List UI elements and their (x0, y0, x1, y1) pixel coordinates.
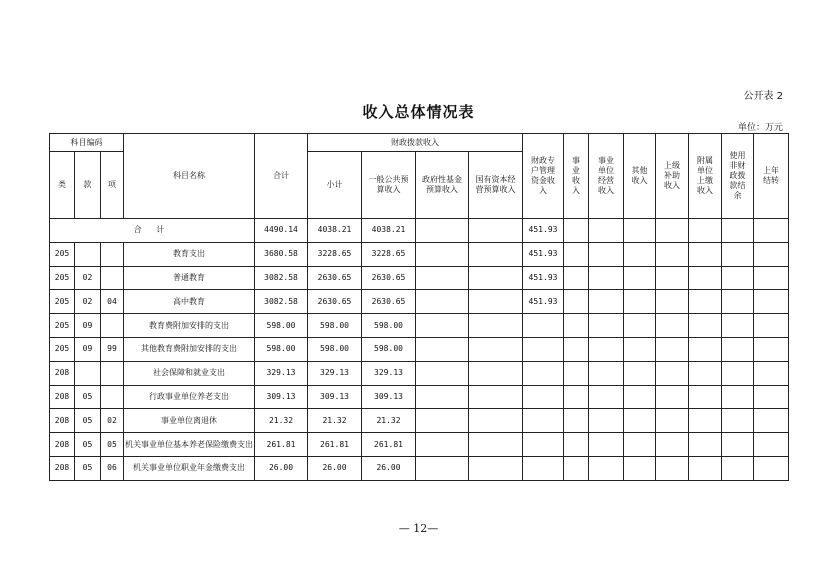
cell-name: 普通教育 (124, 266, 255, 290)
header-other-income: 其他收入 (624, 134, 656, 219)
cell-name: 教育支出 (124, 242, 255, 266)
header-xiang: 项 (101, 152, 124, 219)
cell-xiang (101, 314, 124, 338)
cell-general-public: 3228.65 (362, 242, 416, 266)
cell-special-fund (523, 433, 564, 457)
cell-xiang: 05 (101, 433, 124, 457)
header-state-capital: 国有资本经营预算收入 (469, 152, 523, 219)
table-row (50, 361, 789, 385)
total-gov-fund (416, 219, 469, 243)
total-special-fund: 451.93 (523, 219, 564, 243)
cell-xiang: 06 (101, 456, 124, 480)
cell-general-public: 261.81 (362, 433, 416, 457)
page-number: — 12— (398, 522, 439, 535)
cell-kuan (75, 361, 101, 385)
header-upper-subsidy: 上级补助收入 (656, 134, 689, 219)
cell-special-fund (523, 314, 564, 338)
cell-xiang (101, 242, 124, 266)
total-label: 合 计 (50, 219, 255, 243)
cell-lei: 208 (50, 385, 75, 409)
cell-general-public: 598.00 (362, 337, 416, 361)
table-row (50, 266, 789, 290)
table-row (50, 290, 789, 314)
total-total: 4490.14 (255, 219, 308, 243)
header-fiscal-allocation: 财政拨款收入 (308, 134, 523, 152)
cell-kuan: 05 (75, 385, 101, 409)
cell-kuan: 02 (75, 266, 101, 290)
cell-name: 机关事业单位基本养老保险缴费支出 (124, 433, 255, 457)
cell-total: 3680.58 (255, 242, 308, 266)
cell-general-public: 2630.65 (362, 266, 416, 290)
cell-kuan: 09 (75, 314, 101, 338)
cell-subtotal: 21.32 (308, 409, 362, 433)
income-table (49, 133, 789, 481)
table-row (50, 314, 789, 338)
cell-name: 社会保障和就业支出 (124, 361, 255, 385)
table-row (50, 242, 789, 266)
cell-general-public: 598.00 (362, 314, 416, 338)
total-subtotal: 4038.21 (308, 219, 362, 243)
cell-subtotal: 598.00 (308, 337, 362, 361)
cell-special-fund: 451.93 (523, 242, 564, 266)
header-non-fiscal-balance: 使用非财政拨款结余 (722, 134, 754, 219)
cell-lei: 205 (50, 242, 75, 266)
cell-general-public: 309.13 (362, 385, 416, 409)
cell-general-public: 21.32 (362, 409, 416, 433)
cell-subtotal: 261.81 (308, 433, 362, 457)
header-business-income: 事业收入 (564, 134, 589, 219)
cell-total: 3082.58 (255, 266, 308, 290)
table-row (50, 409, 789, 433)
cell-total: 598.00 (255, 337, 308, 361)
cell-name: 其他教育费附加安排的支出 (124, 337, 255, 361)
cell-lei: 208 (50, 409, 75, 433)
header-subject-name: 科目名称 (124, 134, 255, 219)
table-row (50, 456, 789, 480)
cell-subtotal: 329.13 (308, 361, 362, 385)
cell-subtotal: 2630.65 (308, 290, 362, 314)
header-business-unit-operation: 事业单位经营收入 (589, 134, 624, 219)
cell-name: 机关事业单位职业年金缴费支出 (124, 456, 255, 480)
header-subtotal: 小计 (308, 152, 362, 219)
table-number: 公开表 2 (743, 91, 783, 102)
cell-lei: 205 (50, 290, 75, 314)
cell-kuan: 05 (75, 456, 101, 480)
cell-subtotal: 309.13 (308, 385, 362, 409)
total-general-public: 4038.21 (362, 219, 416, 243)
table-row (50, 433, 789, 457)
cell-total: 329.13 (255, 361, 308, 385)
cell-name: 教育费附加安排的支出 (124, 314, 255, 338)
cell-special-fund (523, 337, 564, 361)
cell-special-fund (523, 409, 564, 433)
cell-lei: 208 (50, 361, 75, 385)
table-row (50, 337, 789, 361)
unit-label: 单位：万元 (737, 123, 783, 133)
cell-total: 21.32 (255, 409, 308, 433)
cell-kuan: 02 (75, 290, 101, 314)
header-affiliated-unit: 附属单位上缴收入 (689, 134, 722, 219)
cell-lei: 208 (50, 456, 75, 480)
page-title: 收入总体情况表 (362, 103, 475, 121)
cell-subtotal: 2630.65 (308, 266, 362, 290)
cell-kuan: 05 (75, 409, 101, 433)
cell-subtotal: 26.00 (308, 456, 362, 480)
cell-lei: 205 (50, 266, 75, 290)
header-carry-over: 上年结转 (754, 134, 789, 219)
cell-special-fund: 451.93 (523, 290, 564, 314)
cell-general-public: 2630.65 (362, 290, 416, 314)
cell-lei: 205 (50, 337, 75, 361)
header-lei: 类 (50, 152, 75, 219)
header-subject-code: 科目编码 (50, 134, 124, 152)
cell-xiang (101, 266, 124, 290)
cell-special-fund: 451.93 (523, 266, 564, 290)
cell-total: 26.00 (255, 456, 308, 480)
table-row (50, 385, 789, 409)
cell-xiang: 99 (101, 337, 124, 361)
cell-name: 高中教育 (124, 290, 255, 314)
cell-general-public: 329.13 (362, 361, 416, 385)
cell-total: 3082.58 (255, 290, 308, 314)
cell-xiang: 04 (101, 290, 124, 314)
cell-kuan: 09 (75, 337, 101, 361)
cell-xiang: 02 (101, 409, 124, 433)
header-general-public: 一般公共预算收入 (362, 152, 416, 219)
total-row (50, 219, 789, 243)
cell-subtotal: 598.00 (308, 314, 362, 338)
cell-special-fund (523, 385, 564, 409)
cell-total: 261.81 (255, 433, 308, 457)
header-kuan: 款 (75, 152, 101, 219)
header-gov-fund: 政府性基金预算收入 (416, 152, 469, 219)
cell-lei: 205 (50, 314, 75, 338)
cell-name: 事业单位离退休 (124, 409, 255, 433)
header-total: 合计 (255, 134, 308, 219)
cell-kuan (75, 242, 101, 266)
cell-special-fund (523, 361, 564, 385)
cell-special-fund (523, 456, 564, 480)
cell-lei: 208 (50, 433, 75, 457)
cell-kuan: 05 (75, 433, 101, 457)
header-special-fund: 财政专户管理资金收入 (523, 134, 564, 219)
cell-subtotal: 3228.65 (308, 242, 362, 266)
cell-xiang (101, 361, 124, 385)
cell-general-public: 26.00 (362, 456, 416, 480)
total-state-capital (469, 219, 523, 243)
cell-xiang (101, 385, 124, 409)
cell-total: 598.00 (255, 314, 308, 338)
cell-total: 309.13 (255, 385, 308, 409)
cell-name: 行政事业单位养老支出 (124, 385, 255, 409)
